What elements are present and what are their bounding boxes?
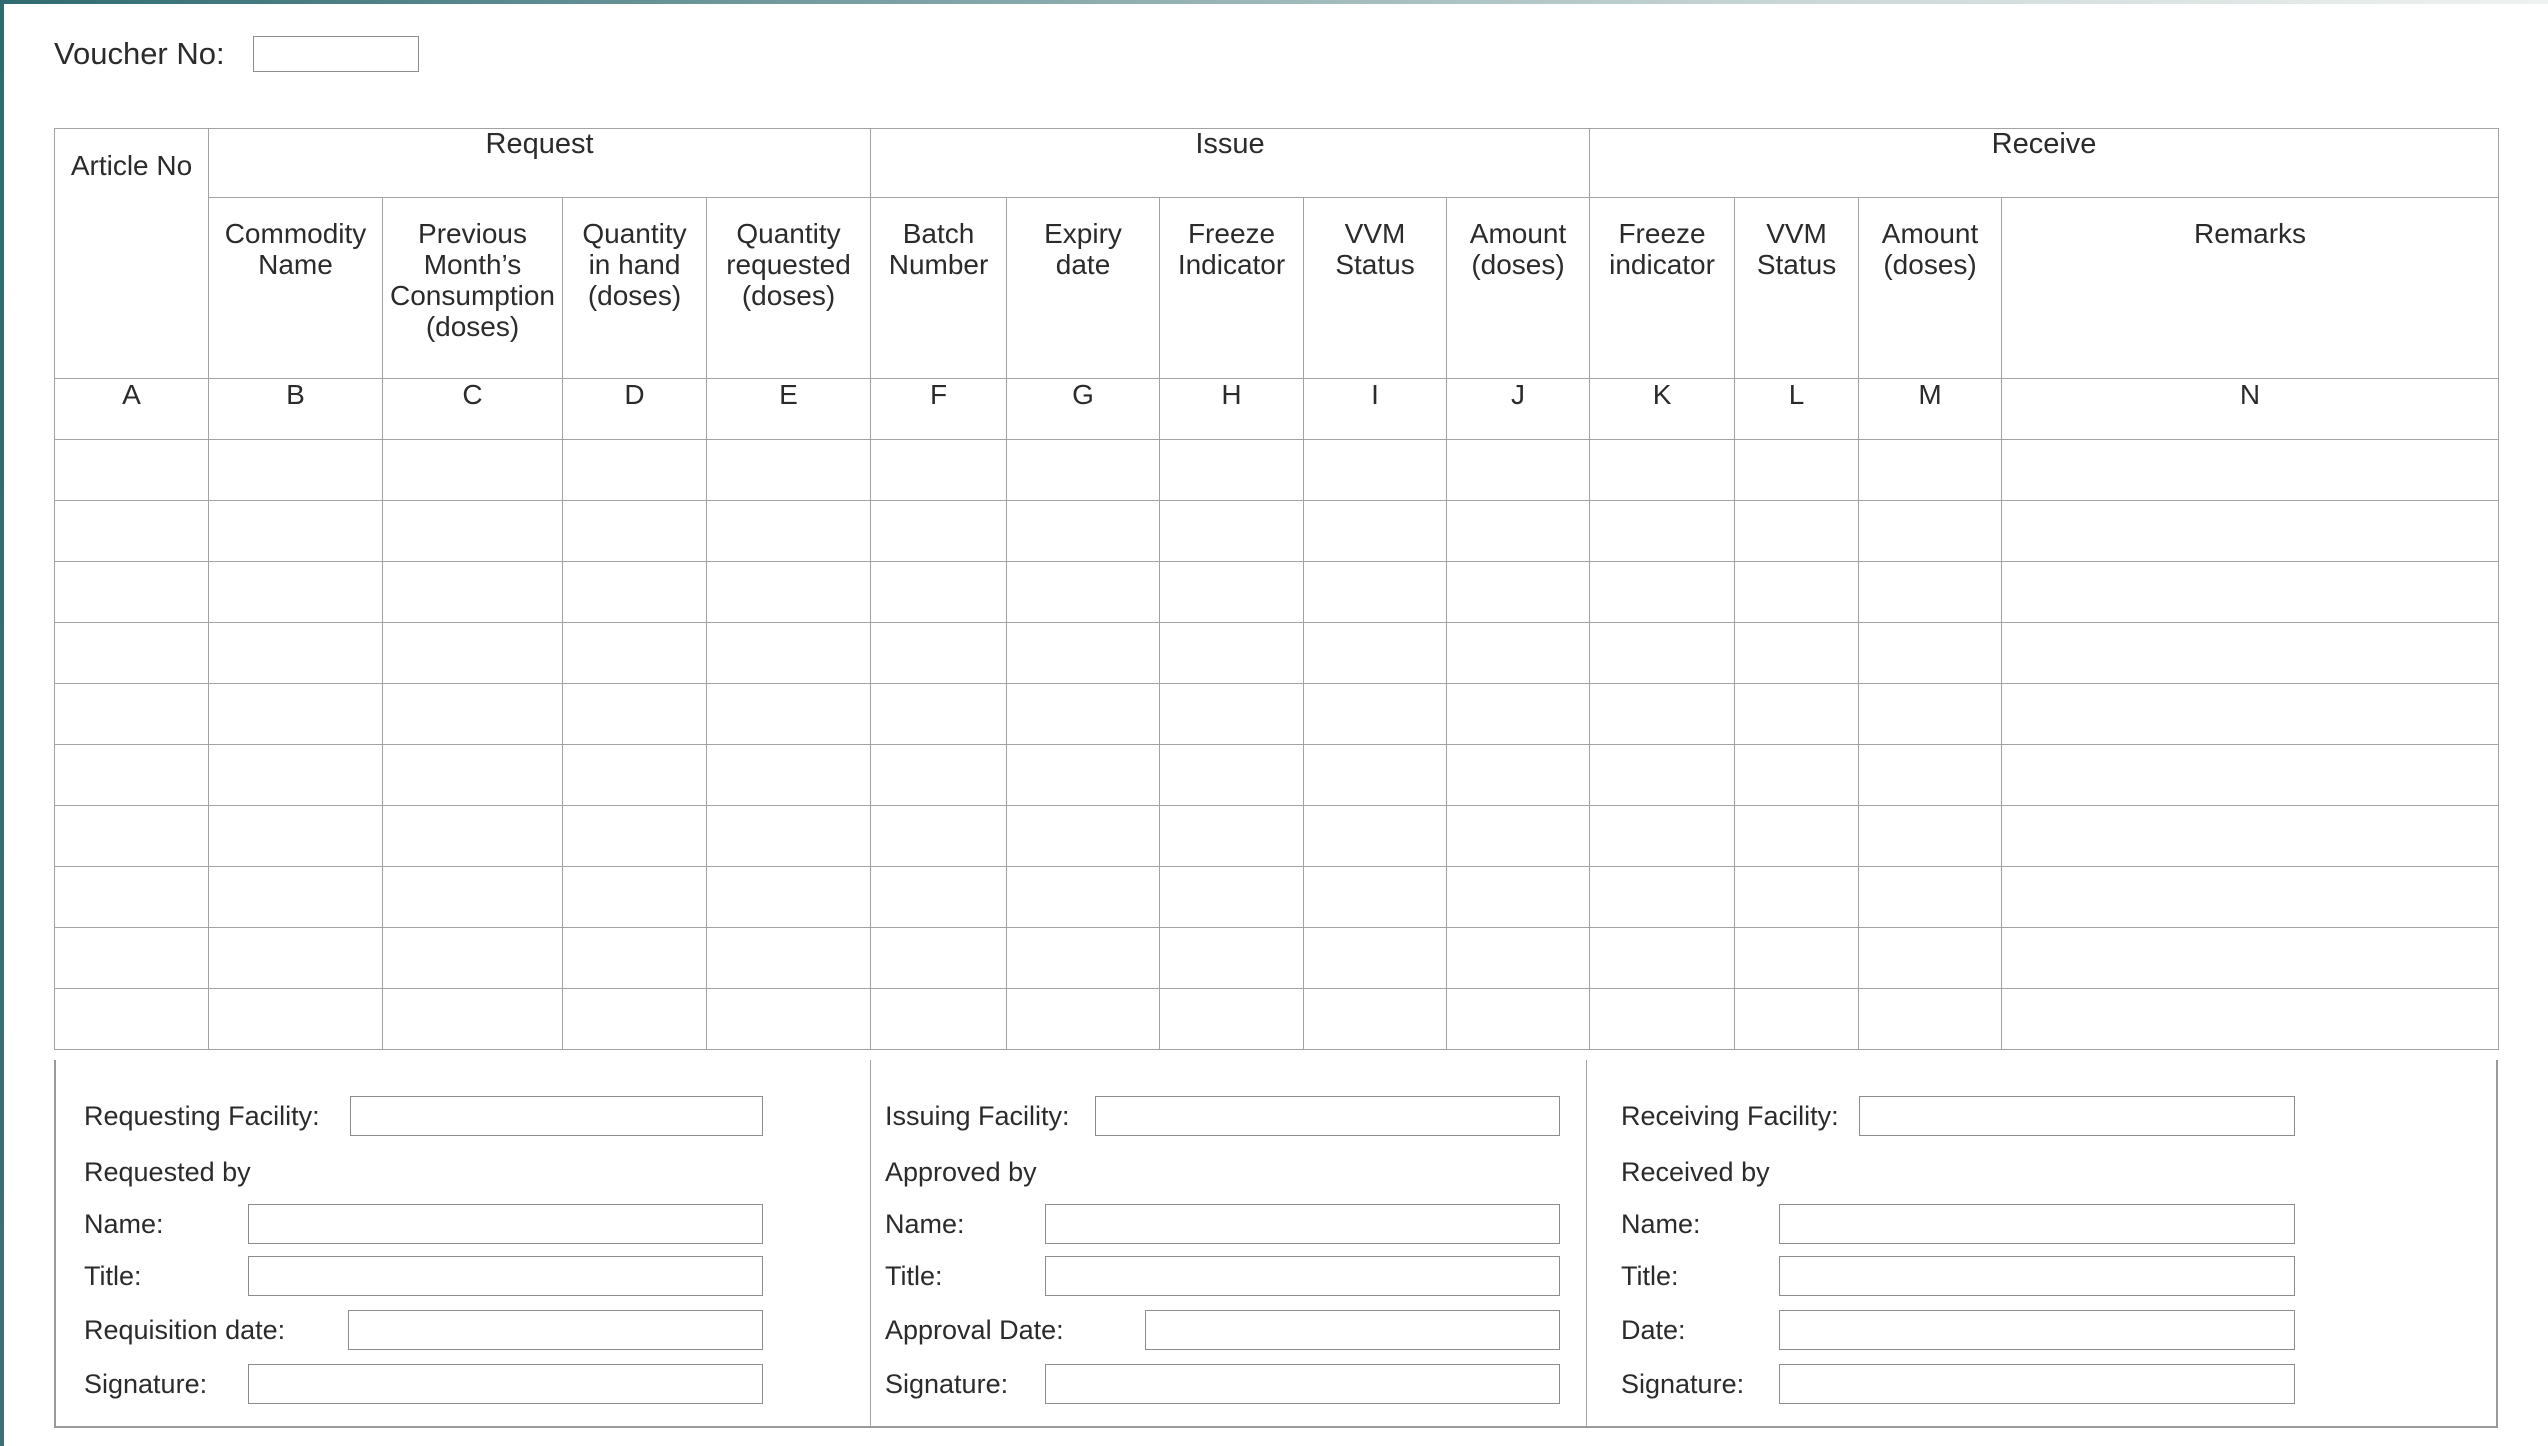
table-cell-b[interactable] xyxy=(209,562,383,623)
table-cell-k[interactable] xyxy=(1590,867,1735,928)
top-accent-bar xyxy=(0,0,2548,4)
table-cell-b[interactable] xyxy=(209,684,383,745)
table-cell-n[interactable] xyxy=(2002,440,2499,501)
table-row xyxy=(55,928,2499,989)
table-cell-g[interactable] xyxy=(1007,440,1160,501)
table-cell-i[interactable] xyxy=(1304,562,1447,623)
table-cell-k[interactable] xyxy=(1590,501,1735,562)
table-cell-n[interactable] xyxy=(2002,928,2499,989)
issue-title-field[interactable] xyxy=(1045,1256,1560,1296)
table-cell-i[interactable] xyxy=(1304,440,1447,501)
column-header-line: Expiry xyxy=(1044,218,1122,249)
column-letter-a: A xyxy=(55,379,209,440)
table-cell-k[interactable] xyxy=(1590,623,1735,684)
received-by-label: Received by xyxy=(1621,1156,1770,1187)
request-signature-field[interactable] xyxy=(248,1364,763,1404)
table-cell-g[interactable] xyxy=(1007,501,1160,562)
table-cell-e[interactable] xyxy=(707,623,871,684)
requesting-facility-field[interactable] xyxy=(350,1096,763,1136)
column-header-line: Batch xyxy=(902,218,975,249)
voucher-number-row xyxy=(54,36,419,72)
column-letter-k: K xyxy=(1590,379,1735,440)
table-cell-g[interactable] xyxy=(1007,684,1160,745)
table-cell-j[interactable] xyxy=(1447,867,1590,928)
receive-panel xyxy=(1587,1060,2498,1426)
table-cell-i[interactable] xyxy=(1304,928,1447,989)
column-header-line: requested xyxy=(726,249,851,280)
request-title-field[interactable] xyxy=(248,1256,763,1296)
table-cell-i[interactable] xyxy=(1304,501,1447,562)
table-cell-c[interactable] xyxy=(383,623,563,684)
table-cell-e[interactable] xyxy=(707,684,871,745)
table-cell-f[interactable] xyxy=(871,745,1007,806)
receive-signature-label: Signature: xyxy=(1621,1368,1745,1399)
table-cell-f[interactable] xyxy=(871,928,1007,989)
column-header-line: Freeze xyxy=(1187,218,1276,249)
table-row xyxy=(55,440,2499,501)
group-issue: Issue xyxy=(871,129,1590,198)
column-header-e xyxy=(707,198,871,379)
group-header-row xyxy=(55,129,2499,198)
table-cell-k[interactable] xyxy=(1590,562,1735,623)
table-cell-l[interactable] xyxy=(1735,684,1859,745)
table-cell-a[interactable] xyxy=(55,989,209,1050)
table-cell-h[interactable] xyxy=(1160,440,1304,501)
request-title-label: Title: xyxy=(84,1260,142,1291)
table-cell-c[interactable] xyxy=(383,806,563,867)
table-cell-d[interactable] xyxy=(563,867,707,928)
group-receive: Receive xyxy=(1590,129,2499,198)
issue-name-label: Name: xyxy=(885,1208,965,1239)
column-header-g xyxy=(1007,198,1160,379)
column-header-k xyxy=(1590,198,1735,379)
column-header-line: VVM xyxy=(1766,218,1827,249)
requisition-table-body xyxy=(55,129,2499,1050)
table-cell-b[interactable] xyxy=(209,989,383,1050)
table-cell-k[interactable] xyxy=(1590,806,1735,867)
receive-signature-field[interactable] xyxy=(1779,1364,2295,1404)
table-cell-e[interactable] xyxy=(707,745,871,806)
table-cell-a[interactable] xyxy=(55,867,209,928)
table-cell-j[interactable] xyxy=(1447,562,1590,623)
request-name-label: Name: xyxy=(84,1208,164,1239)
table-cell-e[interactable] xyxy=(707,440,871,501)
table-cell-e[interactable] xyxy=(707,928,871,989)
table-cell-h[interactable] xyxy=(1160,989,1304,1050)
table-cell-i[interactable] xyxy=(1304,867,1447,928)
column-header-line: (doses) xyxy=(425,311,520,342)
column-header-j xyxy=(1447,198,1590,379)
table-cell-d[interactable] xyxy=(563,806,707,867)
column-header-line: Quantity xyxy=(582,218,687,249)
table-cell-c[interactable] xyxy=(383,989,563,1050)
column-header-line: (doses) xyxy=(1883,249,1977,280)
table-cell-b[interactable] xyxy=(209,623,383,684)
table-cell-l[interactable] xyxy=(1735,989,1859,1050)
column-letter-m: M xyxy=(1859,379,2002,440)
table-row xyxy=(55,501,2499,562)
column-header-row xyxy=(55,198,2499,379)
table-cell-j[interactable] xyxy=(1447,928,1590,989)
receiving-facility-label: Receiving Facility: xyxy=(1621,1100,1839,1131)
table-cell-f[interactable] xyxy=(871,989,1007,1050)
table-cell-i[interactable] xyxy=(1304,745,1447,806)
column-header-line: Commodity xyxy=(224,218,367,249)
column-header-line: Amount xyxy=(1881,218,1979,249)
column-header-f xyxy=(871,198,1007,379)
table-cell-n[interactable] xyxy=(2002,745,2499,806)
table-cell-e[interactable] xyxy=(707,501,871,562)
table-cell-n[interactable] xyxy=(2002,989,2499,1050)
receive-date-label: Date: xyxy=(1621,1314,1686,1345)
table-cell-d[interactable] xyxy=(563,501,707,562)
table-cell-j[interactable] xyxy=(1447,806,1590,867)
column-header-d xyxy=(563,198,707,379)
column-header-line: indicator xyxy=(1609,249,1715,280)
table-cell-h[interactable] xyxy=(1160,562,1304,623)
table-cell-m[interactable] xyxy=(1859,806,2002,867)
table-cell-h[interactable] xyxy=(1160,501,1304,562)
table-row xyxy=(55,989,2499,1050)
column-header-line: (doses) xyxy=(741,280,836,311)
group-request: Request xyxy=(209,129,871,198)
table-cell-c[interactable] xyxy=(383,440,563,501)
column-letter-n: N xyxy=(2002,379,2499,440)
signature-section xyxy=(54,1060,2498,1428)
table-cell-m[interactable] xyxy=(1859,623,2002,684)
column-header-m xyxy=(1859,198,2002,379)
issue-panel xyxy=(871,1060,1587,1426)
approved-by-label: Approved by xyxy=(885,1156,1037,1187)
column-header-line: Remarks xyxy=(2194,218,2307,249)
column-letter-b: B xyxy=(209,379,383,440)
voucher-number-field[interactable] xyxy=(253,36,419,72)
issue-name-field[interactable] xyxy=(1045,1204,1560,1244)
column-header-line: Number xyxy=(888,249,989,280)
column-header-line: Freeze xyxy=(1618,218,1706,249)
column-header-line: Article No xyxy=(70,149,193,181)
table-row xyxy=(55,867,2499,928)
table-cell-j[interactable] xyxy=(1447,501,1590,562)
table-cell-d[interactable] xyxy=(563,562,707,623)
receive-name-label: Name: xyxy=(1621,1208,1701,1239)
table-cell-e[interactable] xyxy=(707,806,871,867)
table-cell-h[interactable] xyxy=(1160,867,1304,928)
table-cell-k[interactable] xyxy=(1590,989,1735,1050)
request-panel xyxy=(56,1060,871,1426)
table-cell-g[interactable] xyxy=(1007,745,1160,806)
table-cell-g[interactable] xyxy=(1007,562,1160,623)
table-cell-d[interactable] xyxy=(563,684,707,745)
table-cell-a[interactable] xyxy=(55,745,209,806)
table-cell-a[interactable] xyxy=(55,440,209,501)
column-header-line: Consumption xyxy=(390,280,555,311)
table-cell-b[interactable] xyxy=(209,745,383,806)
table-cell-m[interactable] xyxy=(1859,745,2002,806)
table-cell-l[interactable] xyxy=(1735,623,1859,684)
table-cell-g[interactable] xyxy=(1007,867,1160,928)
column-header-h xyxy=(1160,198,1304,379)
table-cell-b[interactable] xyxy=(209,928,383,989)
column-header-c xyxy=(383,198,563,379)
table-cell-b[interactable] xyxy=(209,501,383,562)
table-cell-c[interactable] xyxy=(383,867,563,928)
table-cell-j[interactable] xyxy=(1447,684,1590,745)
table-cell-f[interactable] xyxy=(871,684,1007,745)
table-cell-g[interactable] xyxy=(1007,623,1160,684)
table-cell-j[interactable] xyxy=(1447,989,1590,1050)
table-cell-l[interactable] xyxy=(1735,440,1859,501)
table-cell-c[interactable] xyxy=(383,928,563,989)
table-row xyxy=(55,562,2499,623)
receive-date-field[interactable] xyxy=(1779,1310,2295,1350)
table-cell-d[interactable] xyxy=(563,623,707,684)
table-cell-d[interactable] xyxy=(563,440,707,501)
table-cell-c[interactable] xyxy=(383,684,563,745)
column-header-line: date xyxy=(1055,249,1111,280)
table-cell-m[interactable] xyxy=(1859,501,2002,562)
column-letter-f: F xyxy=(871,379,1007,440)
table-cell-n[interactable] xyxy=(2002,501,2499,562)
table-cell-f[interactable] xyxy=(871,867,1007,928)
table-cell-l[interactable] xyxy=(1735,806,1859,867)
column-header-a xyxy=(55,149,209,379)
column-header-n xyxy=(2002,198,2499,379)
table-cell-f[interactable] xyxy=(871,440,1007,501)
table-cell-k[interactable] xyxy=(1590,440,1735,501)
issue-signature-field[interactable] xyxy=(1045,1364,1560,1404)
issuing-facility-label: Issuing Facility: xyxy=(885,1100,1070,1131)
column-letter-g: G xyxy=(1007,379,1160,440)
table-cell-g[interactable] xyxy=(1007,989,1160,1050)
table-cell-h[interactable] xyxy=(1160,745,1304,806)
table-cell-c[interactable] xyxy=(383,501,563,562)
column-letter-e: E xyxy=(707,379,871,440)
table-cell-m[interactable] xyxy=(1859,440,2002,501)
column-letter-i: I xyxy=(1304,379,1447,440)
table-cell-d[interactable] xyxy=(563,745,707,806)
table-cell-h[interactable] xyxy=(1160,623,1304,684)
requisition-date-field[interactable] xyxy=(348,1310,763,1350)
table-cell-h[interactable] xyxy=(1160,928,1304,989)
table-cell-a[interactable] xyxy=(55,684,209,745)
table-cell-k[interactable] xyxy=(1590,684,1735,745)
column-header-line: Name xyxy=(258,249,333,280)
table-cell-m[interactable] xyxy=(1859,928,2002,989)
table-cell-n[interactable] xyxy=(2002,867,2499,928)
table-cell-i[interactable] xyxy=(1304,989,1447,1050)
table-cell-c[interactable] xyxy=(383,745,563,806)
table-row xyxy=(55,745,2499,806)
table-cell-l[interactable] xyxy=(1735,745,1859,806)
requested-by-label: Requested by xyxy=(84,1156,251,1187)
column-header-line: Amount xyxy=(1469,218,1567,249)
table-cell-f[interactable] xyxy=(871,501,1007,562)
column-header-line: Previous xyxy=(418,218,527,249)
requisition-date-label: Requisition date: xyxy=(84,1314,286,1345)
column-letter-l: L xyxy=(1735,379,1859,440)
column-header-line: Status xyxy=(1756,249,1837,280)
issuing-facility-field[interactable] xyxy=(1095,1096,1560,1136)
table-cell-e[interactable] xyxy=(707,989,871,1050)
table-cell-j[interactable] xyxy=(1447,440,1590,501)
approval-date-label: Approval Date: xyxy=(885,1314,1064,1345)
table-cell-k[interactable] xyxy=(1590,745,1735,806)
column-header-i xyxy=(1304,198,1447,379)
column-header-l xyxy=(1735,198,1859,379)
table-cell-h[interactable] xyxy=(1160,684,1304,745)
column-header-line: Indicator xyxy=(1177,249,1286,280)
column-header-b xyxy=(209,198,383,379)
column-header-line: Month’s xyxy=(423,249,522,280)
table-cell-m[interactable] xyxy=(1859,562,2002,623)
table-cell-l[interactable] xyxy=(1735,562,1859,623)
table-cell-i[interactable] xyxy=(1304,684,1447,745)
table-cell-a[interactable] xyxy=(55,623,209,684)
receiving-facility-field[interactable] xyxy=(1859,1096,2295,1136)
column-header-line: Status xyxy=(1335,249,1415,280)
column-letter-h: H xyxy=(1160,379,1304,440)
table-cell-m[interactable] xyxy=(1859,989,2002,1050)
approval-date-field[interactable] xyxy=(1145,1310,1560,1350)
table-cell-f[interactable] xyxy=(871,806,1007,867)
column-letter-row xyxy=(55,379,2499,440)
table-cell-j[interactable] xyxy=(1447,623,1590,684)
table-cell-b[interactable] xyxy=(209,867,383,928)
table-cell-l[interactable] xyxy=(1735,867,1859,928)
table-cell-m[interactable] xyxy=(1859,867,2002,928)
column-header-line: VVM xyxy=(1344,218,1406,249)
issue-signature-label: Signature: xyxy=(885,1368,1009,1399)
receive-title-field[interactable] xyxy=(1779,1256,2295,1296)
requisition-table xyxy=(54,128,2499,1050)
table-cell-h[interactable] xyxy=(1160,806,1304,867)
table-cell-i[interactable] xyxy=(1304,623,1447,684)
table-cell-a[interactable] xyxy=(55,501,209,562)
table-cell-b[interactable] xyxy=(209,440,383,501)
column-header-line: in hand xyxy=(588,249,681,280)
table-cell-k[interactable] xyxy=(1590,928,1735,989)
table-cell-g[interactable] xyxy=(1007,806,1160,867)
table-cell-m[interactable] xyxy=(1859,684,2002,745)
receive-name-field[interactable] xyxy=(1779,1204,2295,1244)
table-cell-a[interactable] xyxy=(55,928,209,989)
table-cell-e[interactable] xyxy=(707,867,871,928)
table-cell-j[interactable] xyxy=(1447,745,1590,806)
request-name-field[interactable] xyxy=(248,1204,763,1244)
column-letter-d: D xyxy=(563,379,707,440)
table-cell-i[interactable] xyxy=(1304,806,1447,867)
table-cell-a[interactable] xyxy=(55,562,209,623)
column-header-line: (doses) xyxy=(587,280,682,311)
table-row xyxy=(55,684,2499,745)
column-header-line: (doses) xyxy=(1471,249,1565,280)
table-cell-d[interactable] xyxy=(563,989,707,1050)
table-cell-a[interactable] xyxy=(55,806,209,867)
voucher-label: Voucher No: xyxy=(54,36,225,71)
table-cell-e[interactable] xyxy=(707,562,871,623)
table-cell-f[interactable] xyxy=(871,562,1007,623)
issue-title-label: Title: xyxy=(885,1260,943,1291)
column-header-line: Quantity xyxy=(736,218,841,249)
table-cell-d[interactable] xyxy=(563,928,707,989)
table-cell-n[interactable] xyxy=(2002,623,2499,684)
table-cell-l[interactable] xyxy=(1735,928,1859,989)
left-accent-bar xyxy=(0,0,4,1446)
request-signature-label: Signature: xyxy=(84,1368,208,1399)
table-cell-n[interactable] xyxy=(2002,562,2499,623)
column-letter-j: J xyxy=(1447,379,1590,440)
table-cell-g[interactable] xyxy=(1007,928,1160,989)
table-cell-c[interactable] xyxy=(383,562,563,623)
table-cell-b[interactable] xyxy=(209,806,383,867)
table-row xyxy=(55,623,2499,684)
table-cell-n[interactable] xyxy=(2002,684,2499,745)
table-row xyxy=(55,806,2499,867)
table-cell-n[interactable] xyxy=(2002,806,2499,867)
table-cell-l[interactable] xyxy=(1735,501,1859,562)
receive-title-label: Title: xyxy=(1621,1260,1679,1291)
table-cell-f[interactable] xyxy=(871,623,1007,684)
column-letter-c: C xyxy=(383,379,563,440)
requesting-facility-label: Requesting Facility: xyxy=(84,1100,320,1131)
